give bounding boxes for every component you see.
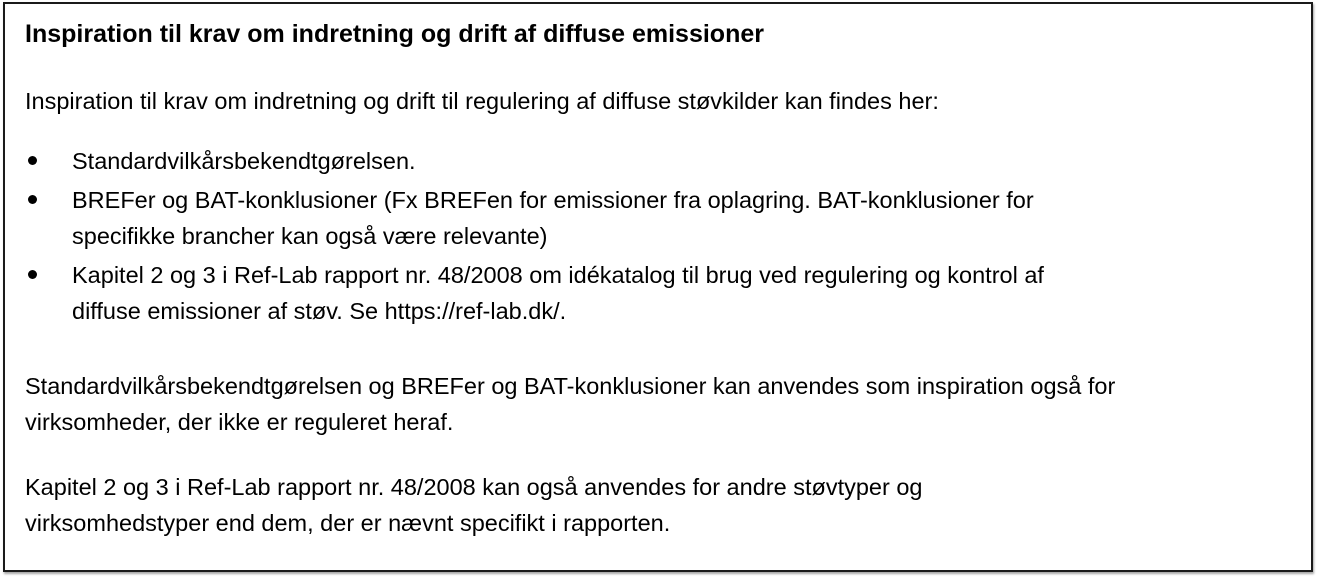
paragraph-line: Kapitel 2 og 3 i Ref-Lab rapport nr. 48/2008 kan også anvendes for andre støvtyper og (25, 474, 923, 500)
paragraph-line: virksomhedstyper end dem, der er nævnt specifikt i rapporten. (25, 510, 671, 536)
list-item (25, 182, 1044, 254)
paragraph-standard-conditions (25, 368, 1115, 440)
list-item (25, 257, 1044, 329)
bullet-icon (28, 156, 37, 165)
bullet-icon (28, 195, 37, 204)
bullet-list (25, 143, 1044, 332)
paragraph-ref-lab (25, 469, 923, 541)
list-item (25, 143, 1044, 179)
list-item-text: specifikke brancher kan også være relevante) (72, 223, 548, 249)
list-item-text: BREFer og BAT-konklusioner (Fx BREFen for emissioner fra oplagring. BAT-konklusioner for (72, 187, 1034, 213)
paragraph-line: virksomheder, der ikke er reguleret heraf. (25, 409, 454, 435)
text-box (3, 2, 1313, 572)
box-title: Inspiration til krav om indretning og drift af diffuse emissioner (25, 20, 764, 48)
paragraph-line: Standardvilkårsbekendtgørelsen og BREFer og BAT-konklusioner kan anvendes som inspiration også for (25, 373, 1116, 399)
list-item-text: diffuse emissioner af støv. Se https://ref-lab.dk/. (72, 298, 567, 324)
intro-paragraph: Inspiration til krav om indretning og drift til regulering af diffuse støvkilder kan findes her: (25, 88, 939, 114)
list-item-text: Standardvilkårsbekendtgørelsen. (72, 148, 416, 174)
bullet-icon (28, 270, 37, 279)
list-item-text: Kapitel 2 og 3 i Ref-Lab rapport nr. 48/2008 om idékatalog til brug ved regulering og kontrol af (72, 262, 1044, 288)
